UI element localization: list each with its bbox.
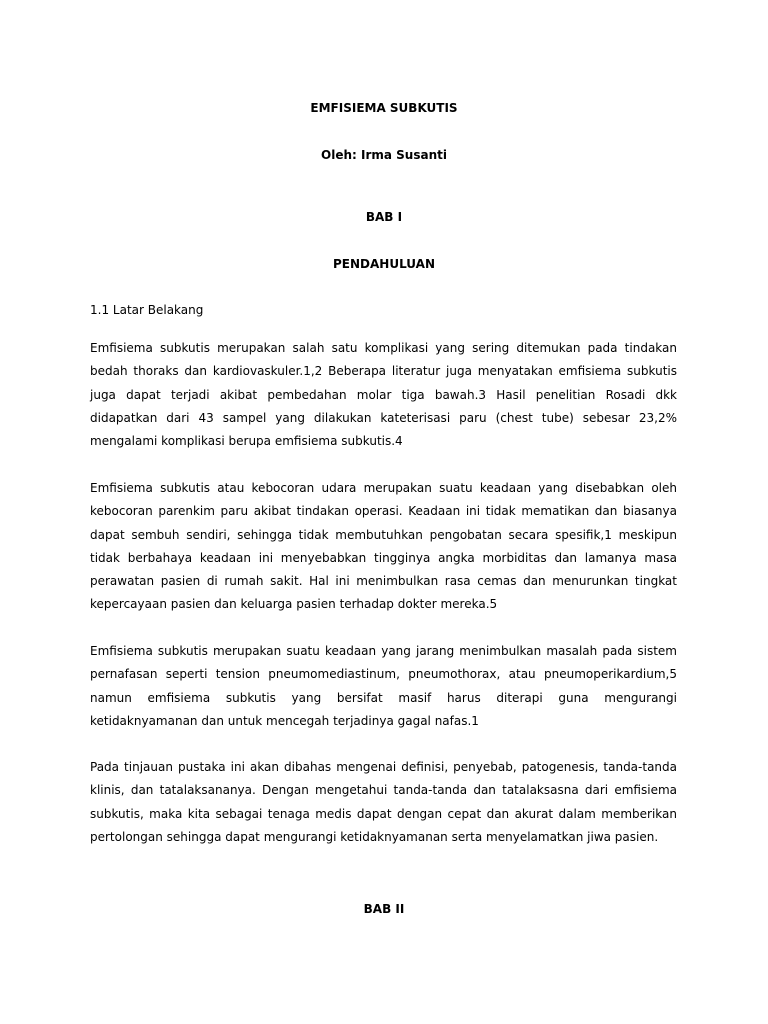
paragraph-3: Emfisiema subkutis merupakan suatu keadaan yang jarang menimbulkan masalah pada sistem pernafasan seperti tension pneumomediastinum, pneumothorax, atau pneumoperikardium,5 namun emfisiema subkutis yang bersifat masif harus diterapi guna mengurangi ketidaknyamanan dan untuk mencegah terjadinya gagal nafas.1 <box>90 644 677 728</box>
document-author: Oleh: Irma Susanti <box>321 148 447 162</box>
paragraph-2: Emfisiema subkutis atau kebocoran udara merupakan suatu keadaan yang disebabkan oleh kebocoran parenkim paru akibat tindakan operasi. Keadaan ini tidak mematikan dan biasanya dapat sembuh sendiri, sehingga tidak membutuhkan pengobatan secara spesifik,1 meskipun tidak berbahaya keadaan ini menyebabkan tingginya angka morbiditas dan lamanya masa perawatan pasien di rumah sakit. Hal ini menimbulkan rasa cemas dan menurunkan tingkat kepercayaan pasien dan keluarga pasien terhadap dokter mereka.5 <box>90 481 677 612</box>
document-title: EMFISIEMA SUBKUTIS <box>310 101 458 115</box>
chapter-heading-bab-2: BAB II <box>363 902 405 916</box>
paragraph-4: Pada tinjauan pustaka ini akan dibahas mengenai definisi, penyebab, patogenesis, tanda-tanda klinis, dan tatalaksananya. Dengan mengetahui tanda-tanda dan tatalaksasna dari emfisiema subkutis, maka kita sebagai tenaga medis dapat dengan cepat dan akurat dalam memberikan pertolongan sehingga dapat mengurangi ketidaknyamanan serta menyelamatkan jiwa pasien. <box>90 760 677 844</box>
section-heading-latar-belakang: 1.1 Latar Belakang <box>90 303 204 317</box>
chapter-title-pendahuluan: PENDAHULUAN <box>333 257 435 271</box>
paragraph-1: Emfisiema subkutis merupakan salah satu komplikasi yang sering ditemukan pada tindakan bedah thoraks dan kardiovaskuler.1,2 Beberapa literatur juga menyatakan emfisiema subkutis juga dapat terjadi akibat pembedahan molar tiga bawah.3 Hasil penelitian Rosadi dkk didapatkan dari 43 sampel yang dilakukan kateterisasi paru (chest tube) sebesar 23,2% mengalami komplikasi berupa emfisiema subkutis.4 <box>90 341 677 449</box>
chapter-heading-bab-1: BAB I <box>365 210 403 224</box>
